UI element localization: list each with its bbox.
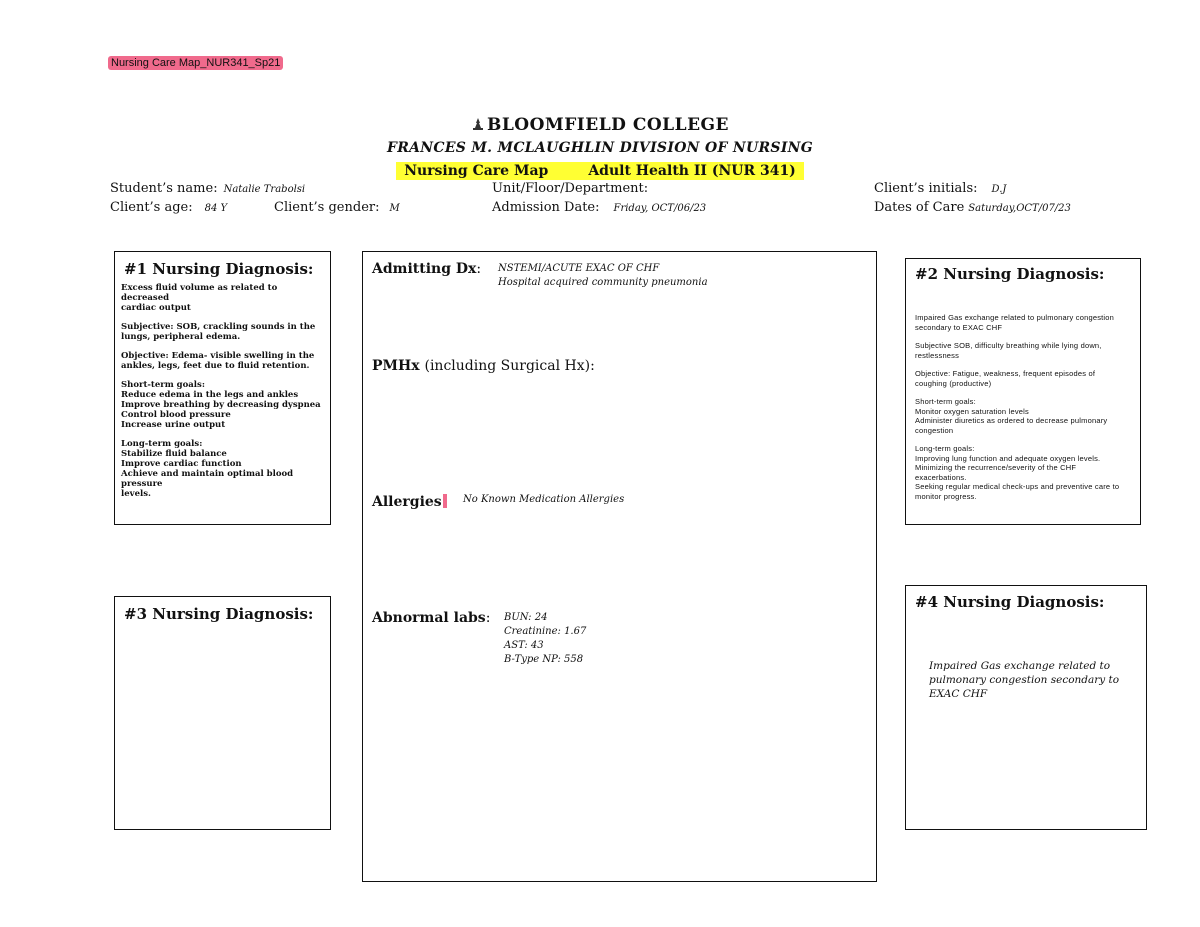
- diagnosis-1-title: #1 Nursing Diagnosis:: [124, 260, 314, 278]
- diagnosis-2-box: [905, 258, 1141, 525]
- unit-field: Unit/Floor/Department:: [492, 181, 649, 196]
- pmhx-label: PMHx (including Surgical Hx):: [372, 358, 595, 374]
- diagnosis-1-objective: Objective: Edema- visible swelling in the ankles, legs, feet due to fluid retention.: [121, 351, 315, 371]
- division-name: FRANCES M. MCLAUGHLIN DIVISION OF NURSING: [386, 140, 814, 156]
- diagnosis-1-content: [121, 283, 326, 508]
- diagnosis-4-content: Impaired Gas exchange related to pulmonary congestion secondary to EXAC CHF: [929, 660, 1120, 700]
- client-age-field: Client’s age: 84 Y: [110, 200, 228, 215]
- client-gender-value: M: [389, 203, 400, 214]
- abnormal-labs-value: [504, 611, 586, 667]
- college-name: BLOOMFIELD COLLEGE: [0, 115, 1200, 135]
- dates-of-care-field: Dates of Care Saturday,OCT/07/23: [874, 200, 1071, 215]
- dates-of-care-value: Saturday,OCT/07/23: [968, 203, 1071, 214]
- text-cursor-icon: [443, 494, 447, 508]
- patient-info-box: [362, 251, 877, 882]
- diagnosis-1-box: [114, 251, 331, 525]
- diagnosis-1-long-term-goals: Long-term goals: Stabilize fluid balance Improve cardiac function Achieve and maintain optimal blood pressure levels.: [121, 439, 294, 499]
- client-age-value: 84 Y: [204, 203, 228, 214]
- diagnosis-2-subjective: Subjective SOB, difficulty breathing while lying down, restlessness: [915, 341, 1102, 360]
- client-initials-value: D.J: [991, 184, 1007, 195]
- diagnosis-2-content: [915, 313, 1135, 510]
- student-name-value: Natalie Trabolsi: [223, 184, 306, 195]
- document-tag: Nursing Care Map_NUR341_Sp21: [108, 56, 283, 70]
- diagnosis-2-title: #2 Nursing Diagnosis:: [915, 265, 1105, 283]
- admission-date-field: Admission Date: Friday, OCT/06/23: [492, 200, 707, 215]
- diagnosis-2-long-term-goals: Long-term goals: Improving lung function and adequate oxygen levels. Minimizing the recurrence/severity of the CHF exacerbations. Seeking regular medical check-ups and preventive care to monitor progress.: [915, 444, 1120, 501]
- care-map-subtitle: [0, 160, 1200, 179]
- diagnosis-2-dx: Impaired Gas exchange related to pulmonary congestion secondary to EXAC CHF: [915, 313, 1115, 332]
- diagnosis-1-dx: Excess fluid volume as related to decreased cardiac output: [121, 283, 278, 313]
- lab-bnp: B-Type NP: 558: [504, 654, 584, 665]
- allergies-value: No Known Medication Allergies: [463, 494, 625, 505]
- allergies-label: Allergies: [372, 494, 447, 510]
- college-logo-icon: [471, 117, 485, 131]
- diagnosis-1-subjective: Subjective: SOB, crackling sounds in the lungs, peripheral edema.: [121, 322, 316, 342]
- client-gender-field: Client’s gender: M: [274, 200, 400, 215]
- diagnosis-4-title: #4 Nursing Diagnosis:: [915, 593, 1105, 611]
- lab-ast: AST: 43: [504, 640, 544, 651]
- diagnosis-3-title: #3 Nursing Diagnosis:: [124, 605, 314, 623]
- admitting-dx-value: NSTEMI/ACUTE EXAC OF CHF Hospital acquired community pneumonia: [498, 263, 708, 288]
- care-map-title: Nursing Care Map: [404, 163, 549, 179]
- client-initials-field: Client’s initials: D.J: [874, 181, 1007, 196]
- admission-date-value: Friday, OCT/06/23: [613, 203, 707, 214]
- admitting-dx-label: Admitting Dx:: [372, 261, 482, 277]
- student-name-field: Student’s name: Natalie Trabolsi: [110, 181, 306, 196]
- lab-bun: BUN: 24: [504, 612, 548, 623]
- diagnosis-3-box: [114, 596, 331, 830]
- lab-creatinine: Creatinine: 1.67: [504, 626, 587, 637]
- abnormal-labs-label: Abnormal labs:: [372, 610, 491, 626]
- diagnosis-2-short-term-goals: Short-term goals: Monitor oxygen saturation levels Administer diuretics as ordered to decrease pulmonary congestion: [915, 397, 1108, 435]
- diagnosis-4-box: [905, 585, 1147, 830]
- diagnosis-1-short-term-goals: Short-term goals: Reduce edema in the legs and ankles Improve breathing by decreasing dyspnea Control blood pressure Increase urine output: [121, 380, 321, 430]
- course-title: Adult Health II (NUR 341): [588, 163, 796, 179]
- diagnosis-2-objective: Objective: Fatigue, weakness, frequent episodes of coughing (productive): [915, 369, 1096, 388]
